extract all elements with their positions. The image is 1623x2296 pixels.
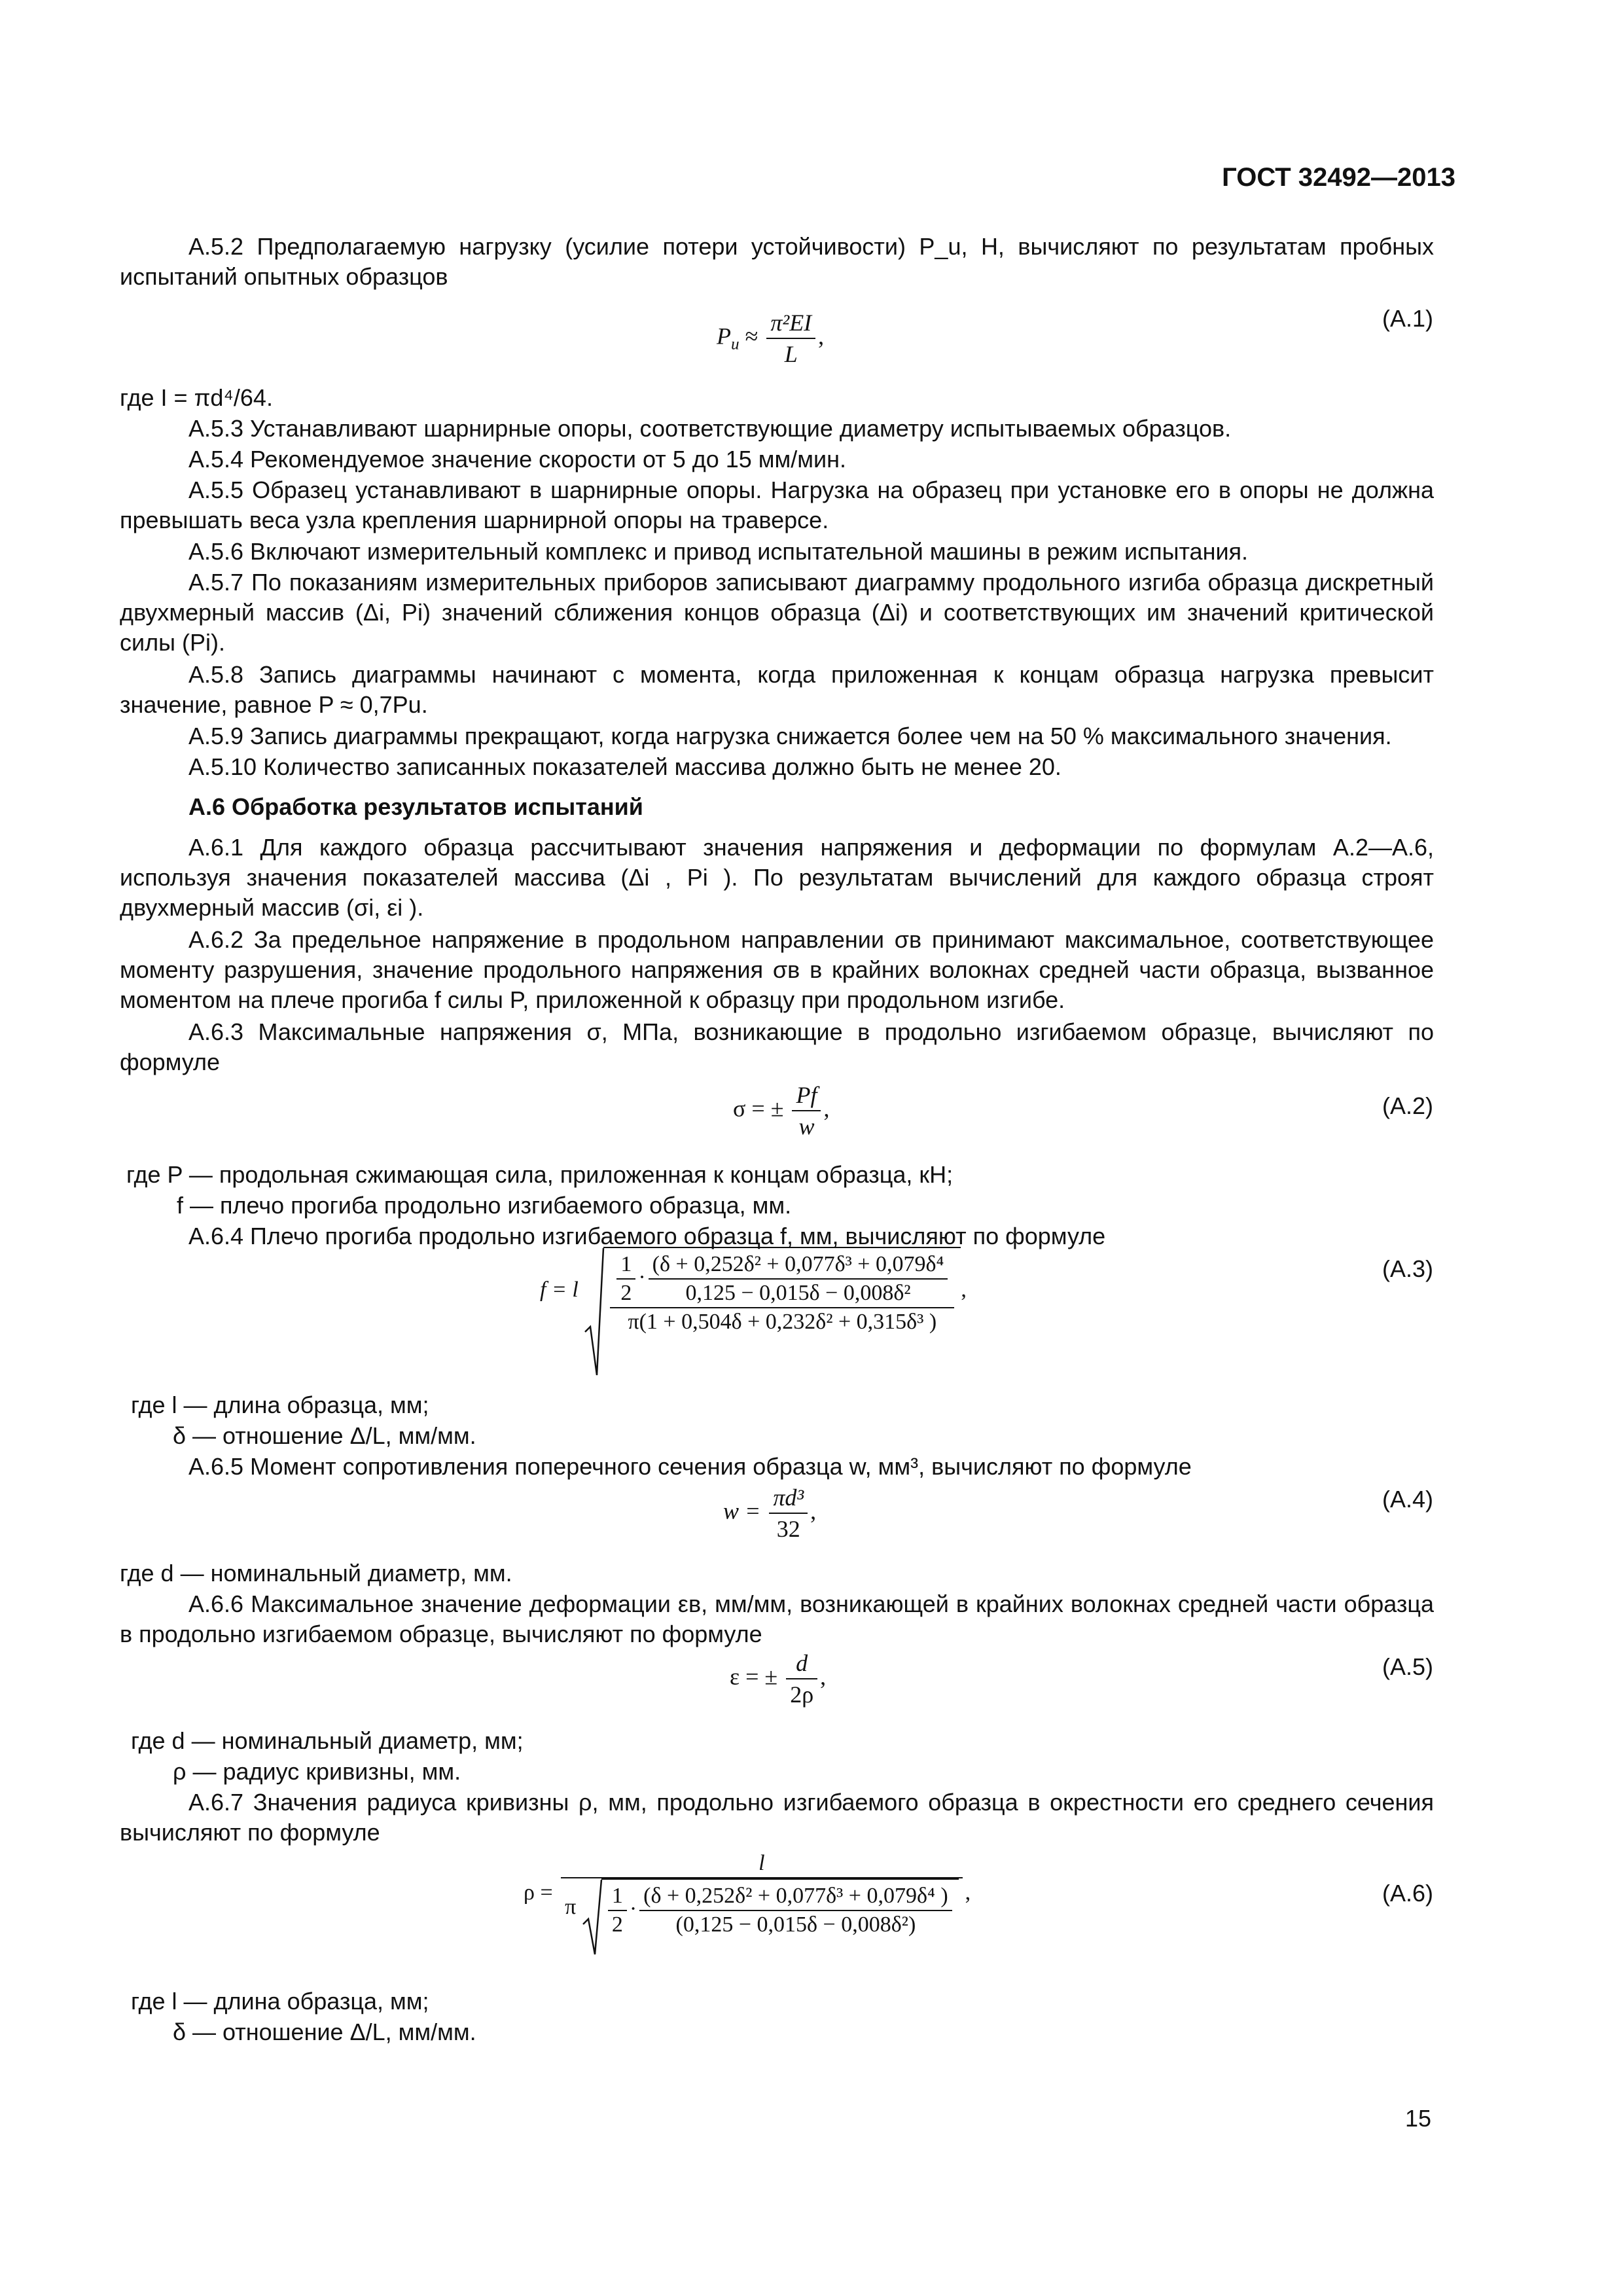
formula-a6-numerator: l — [561, 1850, 963, 1878]
formula-a3-sqrt — [584, 1247, 961, 1336]
formula-a6-denominator — [561, 1878, 963, 1939]
equation-number-a2: (А.2) — [1382, 1092, 1433, 1119]
formula-a6-radicand: $\frac{1}{2}$ · $\frac{\text{(δ + 0,252δ² + 0,077δ³ + 0,079δ⁴ )}}{\text{(0,125 − 0,015δ − 0,008δ²)}}$ — [601, 1878, 959, 1939]
formula-a3-inner-fraction — [649, 1251, 948, 1307]
formula-a5 — [730, 1648, 826, 1710]
formula-a3-outer-numerator: $\frac{1}{2}$ · $\frac{\text{(δ + 0,252δ² + 0,077δ³ + 0,079δ⁴}}{\text{0,125 − 0,015δ − 0,008δ²}}$ — [610, 1251, 954, 1308]
formula-a5-numerator: d — [786, 1648, 817, 1679]
where-a64-delta: δ — отношение Δ/L, мм/мм. — [173, 1422, 476, 1449]
where-a67-l: где l — длина образца, мм; — [131, 1988, 429, 2015]
formula-a3 — [540, 1247, 967, 1336]
formula-a2-fraction — [792, 1080, 821, 1141]
formula-a1-numerator: π²EI — [766, 308, 815, 339]
formula-a4-denominator: 32 — [776, 1516, 800, 1542]
section-heading-a6: А.6 Обработка результатов испытаний — [188, 793, 643, 820]
clause-a54: А.5.4 Рекомендуемое значение скорости от 5 до 15 мм/мин. — [188, 446, 847, 473]
formula-a6-fraction — [561, 1850, 963, 1939]
formula-a6-tail: , — [965, 1880, 971, 1905]
formula-a1 — [717, 308, 824, 369]
formula-a1-denominator: L — [784, 341, 798, 367]
document-header: ГОСТ 32492—2013 — [1222, 163, 1455, 192]
formula-a2-denominator: w — [798, 1113, 815, 1139]
formula-a4-lhs: w = — [723, 1498, 761, 1524]
formula-a1-lhs-sub: u — [731, 335, 740, 353]
clause-a62: А.6.2 За предельное напряжение в продольном направлении σв принимают максимальное, соответствующее моменту разрушения, значение продольного напряжения σв в крайних волокнах средней части образца, вызванное моментом на плече прогиба f силы P, приложенной к образцу при продольном изгибе. — [120, 926, 1434, 1013]
clause-a57: А.5.7 По показаниям измерительных приборов записывают диаграмму продольного изгиба образца дискретный двухмерный массив (Δi, Pi) значений сближения концов образца (Δi) и соответствующих им значений критической силы (Pi). — [120, 569, 1434, 656]
clause-a55: А.5.5 Образец устанавливают в шарнирные опоры. Нагрузка на образец при установке его в опоры не должна превышать веса узла крепления шарнирной опоры на траверсе. — [120, 476, 1434, 533]
formula-a1-fraction — [766, 308, 815, 369]
page-number: 15 — [1404, 2105, 1431, 2132]
clause-a59: А.5.9 Запись диаграммы прекращают, когда нагрузка снижается более чем на 50 % максимального значения. — [188, 723, 1392, 749]
formula-a3-inner-denominator: 0,125 − 0,015δ − 0,008δ² — [685, 1281, 911, 1305]
formula-a2 — [733, 1080, 829, 1141]
formula-a3-lhs: f = l — [540, 1277, 579, 1302]
where-a66-d: где d — номинальный диаметр, мм; — [131, 1727, 524, 1754]
formula-a4-tail: , — [810, 1498, 817, 1524]
clause-a61: А.6.1 Для каждого образца рассчитывают значения напряжения и деформации по формулам А.2—А.6, используя значения показателей массива (Δi , Pi ). По результатам вычислений для каждого образца строят двухмерный массив (σi, εi ). — [120, 834, 1434, 921]
formula-a3-tail: , — [961, 1277, 967, 1302]
formula-a1-tail: , — [818, 323, 825, 350]
clause-a58: А.5.8 Запись диаграммы начинают с момента, когда приложенная к концам образца нагрузка превысит значение, равное P ≈ 0,7Pu. — [120, 661, 1434, 718]
where-a67-delta: δ — отношение Δ/L, мм/мм. — [173, 2018, 476, 2045]
equation-number-a5: (А.5) — [1382, 1653, 1433, 1680]
clause-a64: А.6.4 Плечо прогиба продольно изгибаемого образца f, мм, вычисляют по формуле — [188, 1223, 1106, 1249]
formula-a2-numerator: Pf — [792, 1080, 821, 1111]
formula-a3-radicand — [603, 1247, 961, 1336]
where-a63-f: f — плечо прогиба продольно изгибаемого образца, мм. — [177, 1192, 792, 1219]
clause-a56: А.5.6 Включают измерительный комплекс и привод испытательной машины в режим испытания. — [188, 538, 1249, 565]
formula-a6-half-den: 2 — [611, 1912, 623, 1937]
formula-a6-lhs: ρ = — [524, 1880, 553, 1905]
radical-sign-icon — [584, 1247, 605, 1378]
equation-number-a3: (А.3) — [1382, 1255, 1433, 1282]
clause-a66: А.6.6 Максимальное значение деформации εв, мм/мм, возникающей в крайних волокнах средней части образца в продольно изгибаемом образце, вычисляют по формуле — [120, 1590, 1434, 1647]
where-a64-l: где l — длина образца, мм; — [131, 1391, 429, 1418]
clause-a510: А.5.10 Количество записанных показателей массива должно быть не менее 20. — [188, 753, 1061, 780]
formula-a6-inner-numerator: (δ + 0,252δ² + 0,077δ³ + 0,079δ⁴ ) — [639, 1882, 952, 1911]
formula-a4-fraction — [769, 1482, 808, 1544]
formula-a6-half-num: 1 — [608, 1882, 627, 1911]
clause-a67: А.6.7 Значения радиуса кривизны ρ, мм, продольно изгибаемого образца в окрестности его среднего сечения вычисляют по формуле — [120, 1789, 1434, 1846]
clause-a52: А.5.2 Предполагаемую нагрузку (усилие потери устойчивости) P_u, Н, вычисляют по результатам пробных испытаний опытных образцов — [120, 233, 1434, 290]
where-a65-d: где d — номинальный диаметр, мм. — [120, 1560, 512, 1587]
formula-a3-outer-fraction — [610, 1251, 954, 1336]
formula-a3-inner-numerator: (δ + 0,252δ² + 0,077δ³ + 0,079δ⁴ — [649, 1251, 948, 1280]
clause-a65: А.6.5 Момент сопротивления поперечного сечения образца w, мм³, вычисляют по формуле — [188, 1453, 1192, 1480]
formula-a4 — [723, 1482, 816, 1544]
clause-a53: А.5.3 Устанавливают шарнирные опоры, соответствующие диаметру испытываемых образцов. — [188, 415, 1232, 442]
formula-a6-sqrt — [582, 1878, 959, 1939]
where-a52: где I = πd⁴/64. — [120, 384, 273, 411]
formula-a1-rel: ≈ — [745, 323, 758, 350]
formula-a3-half — [616, 1251, 635, 1307]
equation-number-a4: (А.4) — [1382, 1486, 1433, 1513]
where-a63-p: где P — продольная сжимающая сила, приложенная к концам образца, кН; — [126, 1161, 954, 1188]
formula-a3-half-den: 2 — [620, 1281, 632, 1305]
formula-a6-inner-denominator: (0,125 − 0,015δ − 0,008δ²) — [675, 1912, 916, 1937]
formula-a5-fraction — [786, 1648, 817, 1710]
formula-a6-inner-fraction — [639, 1882, 952, 1939]
formula-a2-tail: , — [823, 1095, 830, 1122]
formula-a5-tail: , — [820, 1663, 827, 1690]
where-a66-rho: ρ — радиус кривизны, мм. — [173, 1758, 461, 1785]
equation-number-a1: (А.1) — [1382, 305, 1433, 332]
formula-a1-lhs: P — [717, 323, 731, 350]
radical-sign-icon — [582, 1878, 603, 1957]
formula-a5-denominator: 2ρ — [790, 1681, 814, 1708]
formula-a6-half — [608, 1882, 627, 1939]
formula-a6 — [524, 1850, 971, 1939]
clause-a63: А.6.3 Максимальные напряжения σ, МПа, возникающие в продольно изгибаемом образце, вычисляют по формуле — [120, 1018, 1434, 1075]
formula-a3-half-num: 1 — [616, 1251, 635, 1280]
formula-a5-lhs: ε = ± — [730, 1663, 778, 1690]
formula-a4-numerator: πd³ — [769, 1482, 808, 1514]
formula-a3-outer-denominator: π(1 + 0,504δ + 0,232δ² + 0,315δ³ ) — [628, 1310, 937, 1334]
formula-a2-lhs: σ = ± — [733, 1095, 784, 1122]
formula-a6-pi: π — [565, 1894, 577, 1919]
equation-number-a6: (А.6) — [1382, 1880, 1433, 1907]
